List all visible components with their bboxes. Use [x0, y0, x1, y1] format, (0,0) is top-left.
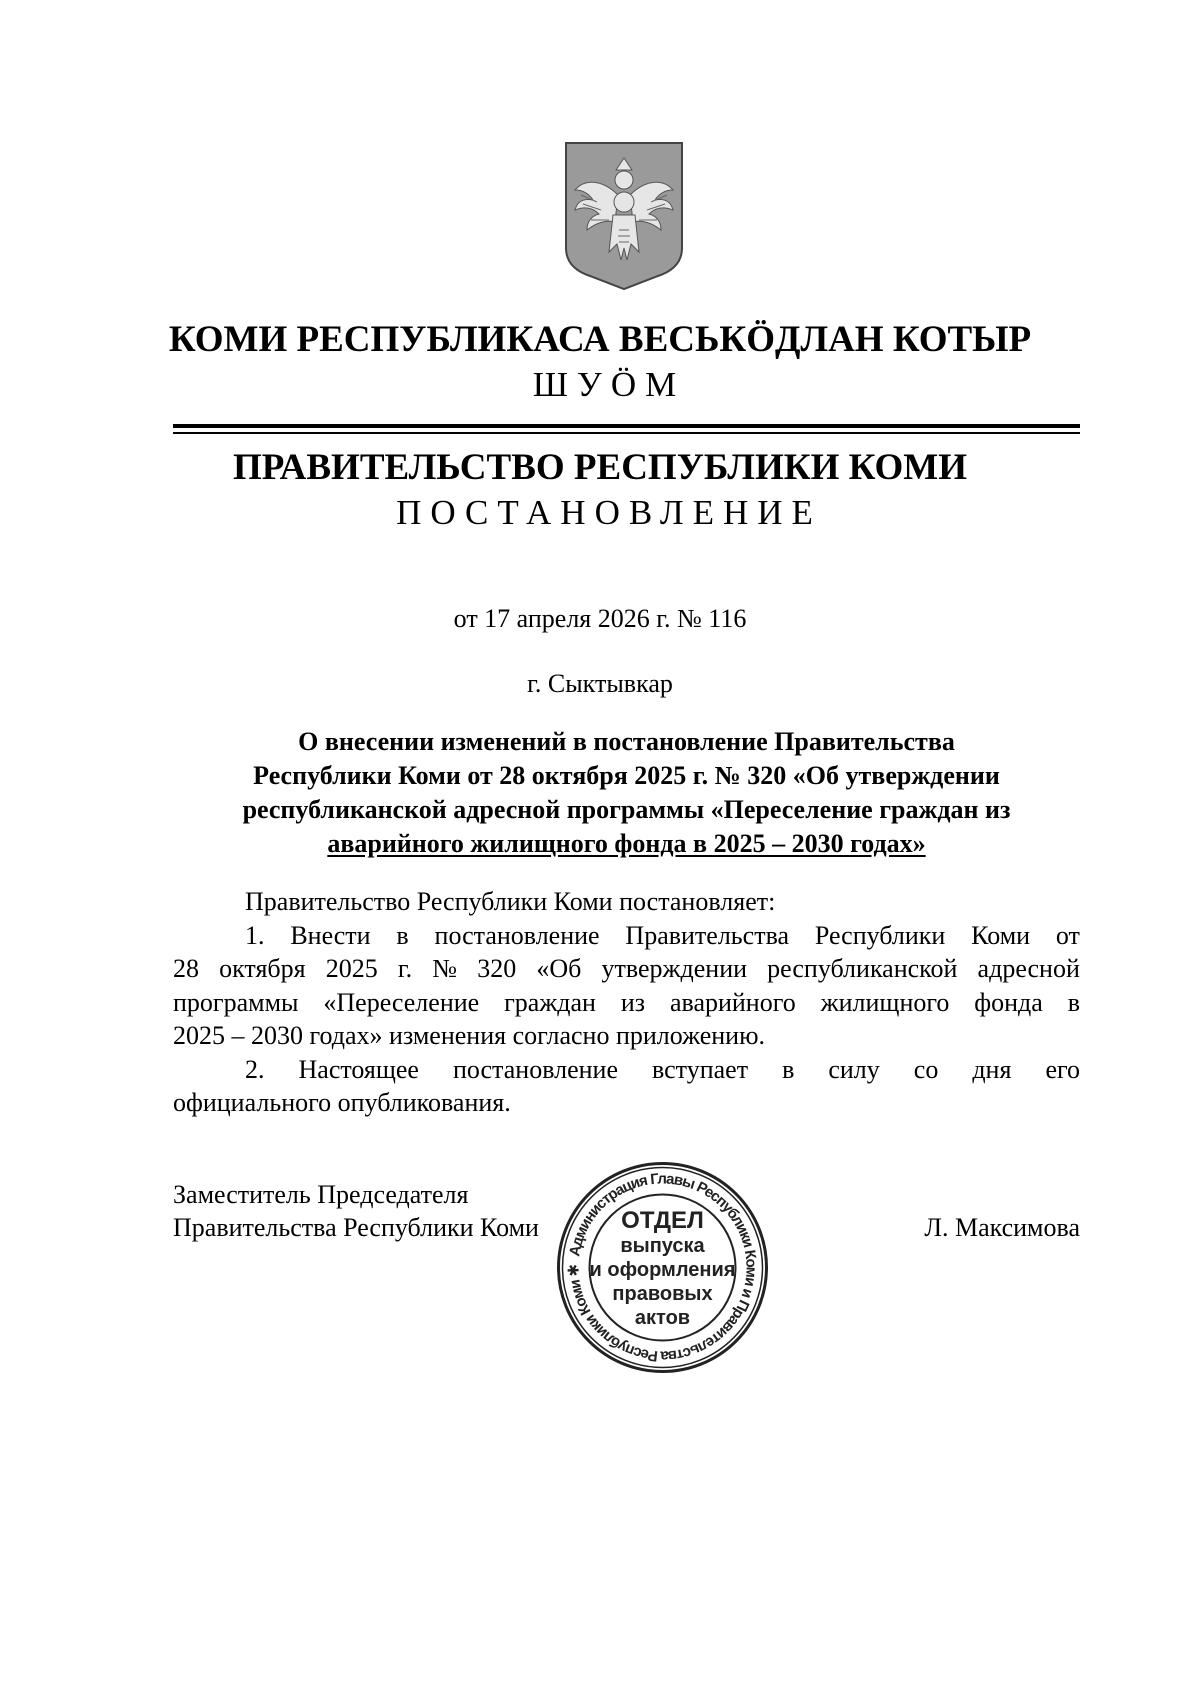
word: утверждении [601, 954, 748, 983]
word: от [1055, 920, 1080, 950]
title-line: Республики Коми от 28 октября 2025 г. № 320 «Об утверждении [253, 761, 1000, 790]
header-rule-thick [173, 424, 1080, 428]
word: октября [219, 954, 306, 983]
word: вступает [652, 1054, 749, 1084]
word: 1. [245, 920, 265, 950]
word: аварийного [669, 987, 796, 1017]
word: постановление [452, 1054, 619, 1084]
word: силу [828, 1054, 880, 1084]
word: г. [397, 954, 413, 983]
stamp-center-line: ОТДЕЛ [621, 1207, 704, 1234]
document-title [173, 725, 1080, 861]
item1-line [173, 952, 1080, 986]
word: программы [173, 987, 299, 1017]
document-date-number: от 17 апреля 2026 г. № 116 [453, 604, 747, 633]
coat-of-arms-icon [563, 140, 685, 292]
word: Коми [971, 920, 1031, 950]
word: 28 [173, 954, 199, 983]
item1-line [173, 986, 1080, 1020]
word: № [432, 954, 458, 983]
item1-line [173, 919, 1080, 953]
stamp-ring-text: Администрация Главы Республики Коми и Правительства Республики Коми ✱ [565, 1170, 760, 1365]
komi-government-name: КОМИ РЕСПУБЛИКАСА ВЕСЬКӦДЛАН КОТЫР [168, 319, 1032, 360]
item1-line: 2025 – 2030 годах» изменения согласно приложению. [173, 1021, 766, 1050]
item2-line [173, 1053, 1080, 1087]
stamp-center-line: и оформления [589, 1259, 736, 1281]
word: «Переселение [323, 987, 480, 1017]
word: 320 [477, 954, 517, 983]
word: жилищного [820, 987, 950, 1017]
word: со [913, 1054, 939, 1084]
word: в [396, 920, 409, 950]
komi-document-type: ШУӦМ [532, 365, 686, 404]
body-intro: Правительство Республики Коми постановляет: [245, 887, 776, 916]
word: дня [972, 1054, 1012, 1084]
word: Правительства [625, 920, 790, 950]
header-rule-thin [173, 432, 1080, 434]
word: Республики [814, 920, 946, 950]
official-stamp [555, 1160, 770, 1375]
word: фонда [974, 987, 1043, 1017]
word: Внести [290, 920, 371, 950]
word: из [620, 987, 646, 1017]
word: в [1067, 987, 1080, 1017]
signer-position-line2: Правительства Республики Коми [173, 1213, 539, 1242]
document-body [173, 885, 1080, 1120]
word: в [782, 1054, 795, 1084]
word: Настоящее [298, 1054, 419, 1084]
word: граждан [504, 987, 596, 1017]
russian-government-name: ПРАВИТЕЛЬСТВО РЕСПУБЛИКИ КОМИ [233, 447, 967, 488]
word: постановление [434, 920, 600, 950]
signer-name: Л. Максимова [924, 1213, 1080, 1242]
document-city: г. Сыктывкар [527, 669, 673, 698]
title-line: О внесении изменений в постановление Правительства [298, 727, 955, 756]
title-line-underlined: аварийного жилищного фонда в 2025 – 2030 годах» [327, 829, 926, 858]
word: «Об [536, 954, 582, 983]
word: его [1045, 1054, 1080, 1084]
russian-document-type: ПОСТАНОВЛЕНИЕ [396, 493, 822, 532]
title-line: республиканской адресной программы «Переселение граждан из [242, 795, 1011, 824]
word: республиканской [767, 954, 958, 983]
word: адресной [977, 954, 1080, 983]
word: 2025 [325, 954, 378, 983]
signer-position-line1: Заместитель Председателя [173, 1180, 469, 1209]
stamp-center-line: выпуска [620, 1235, 705, 1257]
word: 2. [245, 1054, 265, 1084]
stamp-center-line: актов [634, 1307, 691, 1329]
stamp-center-line: правовых [612, 1283, 713, 1305]
item2-line: официального опубликования. [173, 1088, 511, 1117]
